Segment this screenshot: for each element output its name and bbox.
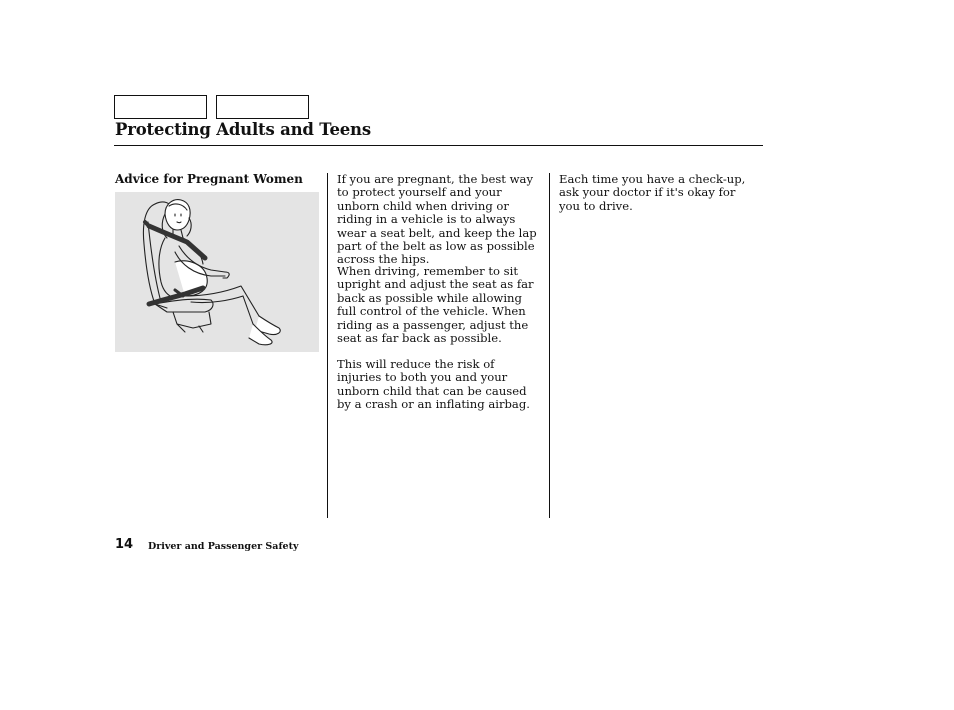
footer-section-title: Driver and Passenger Safety — [148, 541, 299, 552]
paragraph: Each time you have a check-up, ask your doctor if it's okay for you to drive. — [559, 172, 746, 213]
column-middle — [337, 172, 542, 412]
paragraph: This will reduce the risk of injuries to both you and your unborn child that can be caused by a crash or an inflating airbag. — [337, 357, 530, 412]
paragraph: If you are pregnant, the best way to protect yourself and your unborn child when driving or riding in a vehicle is to always wear a seat belt, and keep the lap part of the belt as low as possible across the hips. — [337, 172, 537, 267]
column-divider-1 — [327, 173, 328, 518]
header-tab-box-2 — [216, 95, 309, 119]
header-tab-box-1 — [114, 95, 207, 119]
section-subheading: Advice for Pregnant Women — [115, 172, 303, 186]
page-number: 14 — [115, 537, 134, 552]
column-divider-2 — [549, 173, 550, 518]
page-title: Protecting Adults and Teens — [115, 120, 371, 139]
paragraph: When driving, remember to sit upright and adjust the seat as far back as possible while allowing full control of the vehicle. When riding as a passenger, adjust the seat as far back as possible. — [337, 264, 534, 346]
title-rule — [114, 145, 763, 146]
column-right — [559, 173, 759, 213]
pregnant-woman-illustration — [115, 192, 319, 352]
